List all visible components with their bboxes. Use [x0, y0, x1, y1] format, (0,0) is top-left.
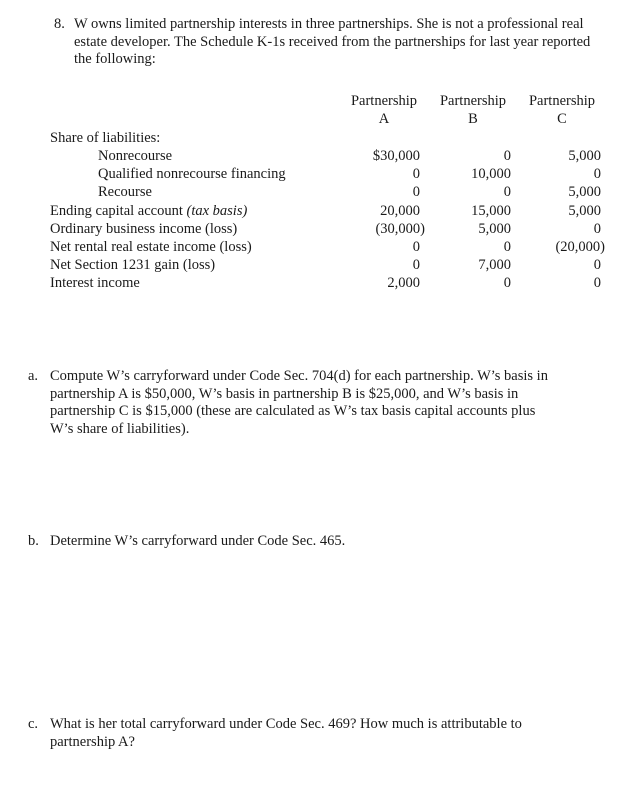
- cell-nonrecourse-c: 5,000: [568, 148, 601, 164]
- cell-qualified-c: 0: [593, 166, 601, 182]
- cell-ordinary-b: 5,000: [478, 221, 511, 237]
- column-header-c-line2: C: [557, 111, 567, 127]
- question-c-text: [50, 716, 522, 751]
- question-c: [28, 716, 628, 756]
- question-b-text: [50, 533, 345, 551]
- cell-recourse-b: 0: [503, 184, 511, 200]
- cell-recourse-a: 0: [412, 184, 420, 200]
- cell-interest-c: 0: [593, 275, 601, 291]
- row-label-recourse: Recourse: [98, 184, 152, 200]
- cell-rental-b: 0: [503, 239, 511, 255]
- question-a-text: [50, 368, 548, 438]
- question-c-line: partnership A?: [50, 733, 135, 750]
- question-c-letter: c.: [28, 716, 39, 732]
- data-table: [0, 0, 638, 300]
- question-b-line: Determine W’s carryforward under Code Sec. 465.: [50, 533, 346, 549]
- question-a-line: W’s share of liabilities).: [50, 420, 190, 437]
- cell-capital-a: 20,000: [380, 203, 420, 219]
- question-a-letter: a.: [28, 368, 39, 384]
- question-a-line: partnership C is $15,000 (these are calculated as W’s tax basis capital accounts plus: [50, 403, 536, 419]
- cell-1231-c: 0: [593, 257, 601, 273]
- row-label-ordinary-income: Ordinary business income (loss): [50, 221, 238, 237]
- cell-1231-b: 7,000: [478, 257, 511, 273]
- question-b-letter: b.: [28, 533, 39, 549]
- cell-rental-c: (20,000): [555, 239, 605, 255]
- column-header-b-line2: B: [468, 111, 478, 127]
- section-heading-liabilities: Share of liabilities:: [50, 130, 161, 146]
- cell-interest-a: 2,000: [387, 275, 420, 291]
- cell-nonrecourse-a: $30,000: [372, 148, 420, 164]
- cell-rental-a: 0: [412, 239, 420, 255]
- question-b: [28, 533, 628, 553]
- problem-text: W owns limited partnership interests in three partnerships. She is not a professional real estate developer. The Schedule K-1s received from the partnerships for last year reported the following:: [74, 16, 591, 67]
- row-label-section-1231: Net Section 1231 gain (loss): [50, 257, 216, 273]
- cell-1231-a: 0: [412, 257, 420, 273]
- cell-nonrecourse-b: 0: [503, 148, 511, 164]
- cell-ordinary-a: (30,000): [375, 221, 425, 237]
- column-header-a-line1: Partnership: [350, 93, 418, 109]
- row-label-ending-capital-text: Ending capital account: [50, 203, 183, 219]
- cell-interest-b: 0: [503, 275, 511, 291]
- row-label-ending-capital-note: (tax basis): [186, 203, 248, 219]
- question-a: [28, 368, 628, 443]
- row-label-qualified-nonrecourse: Qualified nonrecourse financing: [98, 166, 286, 182]
- column-header-b-line1: Partnership: [439, 93, 507, 109]
- cell-recourse-c: 5,000: [568, 184, 601, 200]
- question-c-line: What is her total carryforward under Code Sec. 469? How much is attributable to: [50, 716, 522, 732]
- row-label-ending-capital: [50, 203, 247, 221]
- column-header-c-line1: Partnership: [528, 93, 596, 109]
- cell-qualified-b: 10,000: [471, 166, 511, 182]
- cell-capital-b: 15,000: [471, 203, 511, 219]
- problem-number: 8.: [54, 16, 65, 32]
- row-label-rental-income: Net rental real estate income (loss): [50, 239, 252, 255]
- cell-capital-c: 5,000: [568, 203, 601, 219]
- column-header-a-line2: A: [378, 111, 390, 127]
- cell-qualified-a: 0: [412, 166, 420, 182]
- row-label-interest-income: Interest income: [50, 275, 140, 291]
- cell-ordinary-c: 0: [593, 221, 601, 237]
- question-a-line: Compute W’s carryforward under Code Sec. 704(d) for each partnership. W’s basis in: [50, 368, 548, 384]
- row-label-nonrecourse: Nonrecourse: [98, 148, 173, 164]
- question-a-line: partnership A is $50,000, W’s basis in partnership B is $25,000, and W’s basis in: [50, 385, 519, 402]
